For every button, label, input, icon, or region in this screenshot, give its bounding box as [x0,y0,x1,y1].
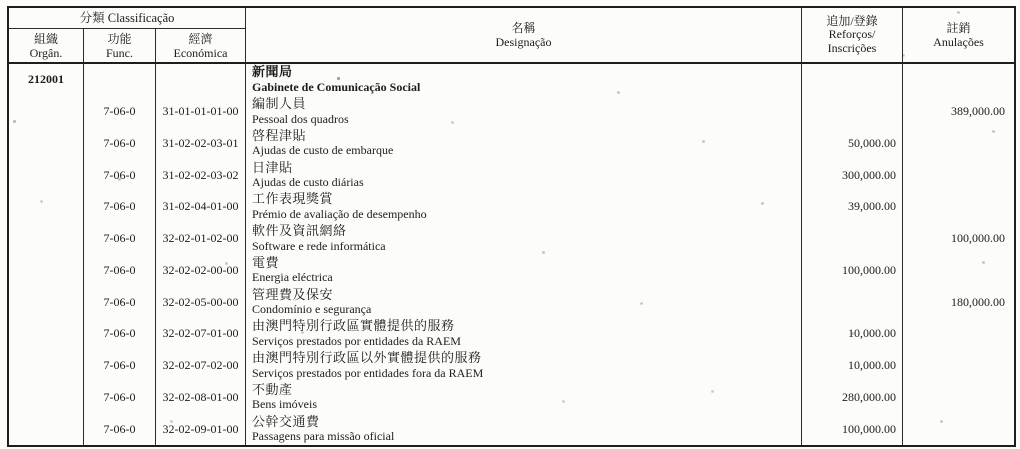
designation-cell [246,64,802,96]
organ-code [9,191,84,223]
header-reinforcements-pt: Reforços/ [828,27,876,42]
economic-code: 31-02-02-03-02 [156,159,246,191]
header-econ-zh: 經濟 [188,31,213,46]
designation-cell [246,318,802,350]
economic-code: 32-02-07-01-00 [156,318,246,350]
reinforcement-amount: 300,000.00 [802,159,903,191]
functional-code: 7-06-0 [84,191,156,223]
header-designation-zh: 名稱 [511,21,536,35]
header-func-zh: 功能 [107,31,132,46]
table-row [9,413,1014,445]
designation-cell [246,159,802,191]
organ-code [9,413,84,445]
cancellation-amount [903,64,1014,96]
designation-pt: Passagens para missão oficial [252,429,395,444]
designation-zh: 由澳門特別行政區以外實體提供的服務 [252,350,482,366]
organ-code [9,96,84,128]
header-economic-column [156,29,246,62]
organ-code [9,318,84,350]
designation-zh: 新聞局 [252,64,293,80]
economic-code: 32-02-02-00-00 [156,255,246,287]
designation-pt: Gabinete de Comunicação Social [252,79,421,94]
organ-code [9,382,84,414]
organ-code [9,223,84,255]
designation-cell [246,128,802,160]
cancellation-amount [903,128,1014,160]
organ-code [9,159,84,191]
header-organ-column [9,29,84,62]
header-cancellations-zh: 註銷 [946,21,971,35]
header-designation-pt: Designação [495,35,552,49]
functional-code: 7-06-0 [84,159,156,191]
header-func-pt: Func. [106,45,133,60]
designation-pt: Prémio de avaliação de desempenho [252,206,427,221]
header-designation-column [246,8,802,62]
designation-cell [246,350,802,382]
table-header [9,8,1014,64]
designation-cell [246,191,802,223]
header-reinforcements-pt2: Inscrições [827,40,877,55]
designation-pt: Software e rede informática [252,238,386,253]
economic-code: 31-02-02-03-01 [156,128,246,160]
reinforcement-amount [802,223,903,255]
functional-code: 7-06-0 [84,382,156,414]
cancellation-amount: 100,000.00 [951,231,1005,246]
functional-code: 7-06-0 [84,350,156,382]
header-cancellations-pt: Anulações [933,35,984,49]
table-row [9,318,1014,350]
functional-code: 7-06-0 [84,96,156,128]
designation-pt: Ajudas de custo de embarque [252,143,394,158]
table-row [9,350,1014,382]
header-organ-zh: 組織 [33,31,58,46]
table-row [9,286,1014,318]
economic-code: 32-02-01-02-00 [156,223,246,255]
functional-code: 7-06-0 [84,128,156,160]
header-organ-pt: Orgân. [29,45,63,60]
designation-cell [246,286,802,318]
designation-pt: Energia eléctrica [252,270,333,285]
designation-pt: Serviços prestados por entidades da RAEM [252,333,461,348]
reinforcement-amount [802,96,903,128]
header-functional-column [84,29,156,62]
reinforcement-amount [802,286,903,318]
functional-code: 7-06-0 [84,223,156,255]
table-row [9,382,1014,414]
cancellation-amount [903,413,1014,445]
designation-zh: 管理費及保安 [252,286,334,302]
designation-cell [246,382,802,414]
economic-code: 31-01-01-01-00 [156,96,246,128]
header-reinforcements-zh: 追加/登錄 [826,13,878,28]
organ-code: 212001 [9,64,84,96]
table-row [9,223,1014,255]
designation-zh: 公幹交通費 [252,413,320,429]
functional-code: 7-06-0 [84,255,156,287]
designation-pt: Ajudas de custo diárias [252,175,364,190]
cancellation-amount [903,191,1014,223]
reinforcement-amount: 39,000.00 [802,191,903,223]
designation-pt: Bens imóveis [252,397,317,412]
economic-code: 32-02-08-01-00 [156,382,246,414]
designation-zh: 編制人員 [252,96,307,112]
designation-zh: 電費 [252,254,280,270]
cancellation-amount [903,255,1014,287]
designation-cell [246,223,802,255]
table-row [9,64,1014,96]
designation-cell [246,255,802,287]
organ-code [9,128,84,160]
functional-code: 7-06-0 [84,413,156,445]
reinforcement-amount: 50,000.00 [802,128,903,160]
reinforcement-amount [802,64,903,96]
designation-zh: 工作表現獎賞 [252,191,334,207]
header-econ-pt: Económica [173,45,228,60]
cancellation-amount [903,382,1014,414]
designation-zh: 由澳門特別行政區實體提供的服務 [252,318,455,334]
cancellation-amount: 180,000.00 [951,294,1005,309]
reinforcement-amount: 10,000.00 [802,318,903,350]
functional-code: 7-06-0 [84,318,156,350]
economic-code: 32-02-09-01-00 [156,413,246,445]
table-row [9,159,1014,191]
cancellation-amount [903,350,1014,382]
designation-pt: Pessoal dos quadros [252,111,349,126]
table-row [9,191,1014,223]
organ-code [9,286,84,318]
economic-code: 32-02-07-02-00 [156,350,246,382]
header-classification-label: 分類 Classificação [79,11,175,25]
cancellation-amount [903,318,1014,350]
reinforcement-amount: 280,000.00 [802,382,903,414]
reinforcement-amount: 100,000.00 [802,413,903,445]
organ-code [9,350,84,382]
designation-pt: Condomínio e segurança [252,302,372,317]
economic-code: 32-02-05-00-00 [156,286,246,318]
designation-zh: 軟件及資訊網絡 [252,223,347,239]
scan-noise [0,0,1,1]
table-row [9,96,1014,128]
header-reinforcements-column [802,8,903,62]
reinforcement-amount: 100,000.00 [802,255,903,287]
header-cancellations-column [903,8,1014,62]
functional-code: 7-06-0 [84,286,156,318]
designation-cell [246,96,802,128]
designation-zh: 不動產 [252,381,293,397]
organ-code [9,255,84,287]
table-row [9,255,1014,287]
designation-cell [246,413,802,445]
cancellation-amount [903,159,1014,191]
designation-pt: Serviços prestados por entidades fora da RAEM [252,365,484,380]
designation-zh: 啓程津貼 [252,127,307,143]
table-row [9,128,1014,160]
reinforcement-amount: 10,000.00 [802,350,903,382]
designation-zh: 日津貼 [252,159,293,175]
table-body [9,64,1014,445]
budget-amendment-table [7,6,1016,447]
economic-code: 31-02-04-01-00 [156,191,246,223]
header-classification [9,8,246,29]
cancellation-amount: 389,000.00 [951,104,1005,119]
economic-code [156,64,246,96]
functional-code [84,64,156,96]
